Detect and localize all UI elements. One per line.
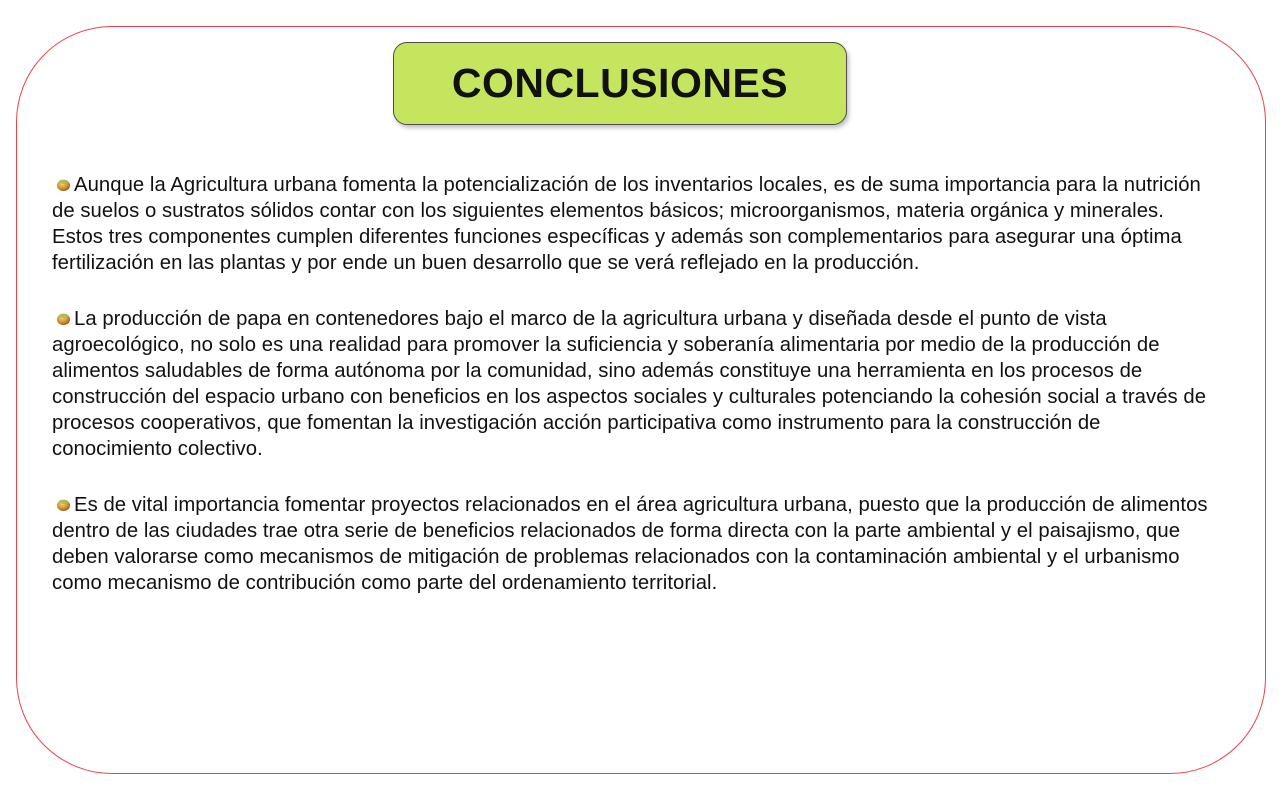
potato-bullet-icon [56, 177, 71, 192]
conclusion-paragraph [52, 172, 1217, 276]
conclusions-list [52, 172, 1217, 596]
conclusion-text: La producción de papa en contenedores bajo el marco de la agricultura urbana y diseñada desde el punto de vista agroecológico, no solo es una realidad para promover la suficiencia y soberanía alimentaria por medio de la producción de alimentos saludables de forma autónoma por la comunidad, sino además constituye una herramienta en los procesos de construcción del espacio urbano con beneficios en los aspectos sociales y culturales potenciando la cohesión social a través de procesos cooperativos, que fomentan la investigación acción participativa como instrumento para la construcción de conocimiento colectivo. [52, 308, 1207, 460]
conclusion-paragraph [52, 492, 1217, 596]
conclusion-paragraph [52, 306, 1217, 462]
conclusion-text: Es de vital importancia fomentar proyectos relacionados en el área agricultura urbana, puesto que la producción de alimentos dentro de las ciudades trae otra serie de beneficios relacionados de forma directa con la parte ambiental y el paisajismo, que deben valorarse como mecanismos de mitigación de problemas relacionados con la contaminación ambiental y el urbanismo como mecanismo de contribución como parte del ordenamiento territorial. [52, 494, 1208, 594]
potato-bullet-icon [56, 497, 71, 512]
conclusion-text: Aunque la Agricultura urbana fomenta la potencialización de los inventarios locales, es de suma importancia para la nutrición de suelos o sustratos sólidos contar con los siguientes elementos básicos; microorganismos, materia orgánica y minerales. Estos tres componentes cumplen diferentes funciones específicas y además son complementarios para asegurar una óptima fertilización en las plantas y por ende un buen desarrollo que se verá reflejado en la producción. [52, 174, 1201, 274]
slide-title: CONCLUSIONES [451, 60, 789, 106]
potato-bullet-icon [56, 311, 71, 326]
title-box [393, 42, 847, 125]
